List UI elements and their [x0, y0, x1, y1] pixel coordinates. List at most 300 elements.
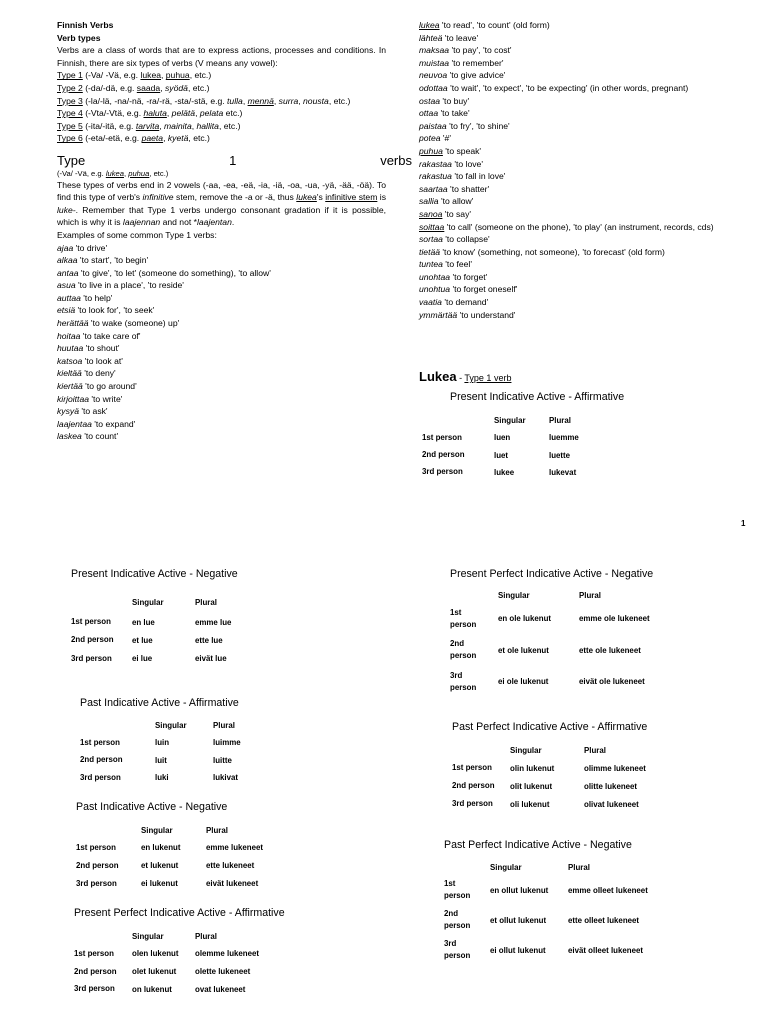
type1-heading-word3: verbs [380, 152, 412, 168]
conjugation-table [80, 717, 241, 787]
verb-word: muistaa [419, 57, 450, 68]
verb-entry [419, 233, 759, 246]
plural-form: ette olleet lukeneet [568, 915, 640, 925]
para-text: and not * [160, 217, 197, 228]
plural-form: olivat lukeneet [584, 799, 639, 809]
verb-entry [57, 430, 386, 443]
column-header-singular: Singular [132, 598, 164, 607]
person-label: 1st person [422, 432, 462, 442]
verb-type-end: , etc.) [328, 95, 351, 106]
verb-type-ending: (-da/-dä, e.g. [82, 82, 137, 93]
separator: , [191, 120, 197, 131]
verb-example: saada [136, 82, 161, 93]
table-corner [444, 859, 490, 875]
conjugation-table [450, 587, 650, 698]
verb-gloss: 'to demand' [441, 297, 489, 308]
plural-form: ette ole lukeneet [579, 645, 641, 655]
verb-gloss: 'to give advice' [447, 70, 506, 81]
verb-entry [419, 158, 759, 171]
verb-entry [419, 145, 759, 158]
table-corner [74, 927, 132, 945]
table-row [76, 839, 263, 857]
verb-example: mainita [164, 120, 192, 131]
conjugation-table [76, 821, 263, 893]
verb-word: rakastaa [419, 158, 452, 169]
column-header-plural: Plural [584, 745, 606, 755]
table-header-row [452, 741, 646, 759]
verb-entry [419, 120, 759, 133]
singular-form: ei lue [132, 654, 153, 664]
table-title: Past Indicative Active - Negative [76, 801, 228, 813]
table-row [74, 945, 259, 963]
singular-form: et lue [132, 635, 153, 645]
verb-word: lukea [419, 20, 440, 30]
verb-type-end: , etc.) [218, 120, 241, 131]
column-header-plural: Plural [195, 598, 217, 607]
verb-word: lähteä [419, 32, 443, 43]
plural-form: luitte [213, 755, 232, 765]
person-label: 1st person [71, 617, 111, 627]
singular-form: on lukenut [132, 984, 172, 994]
verb-entry [57, 242, 386, 255]
table-row [71, 613, 231, 631]
verb-example: lukea [140, 70, 161, 81]
person-label: 3rd person [452, 799, 493, 808]
right-verb-list [419, 19, 759, 321]
separator: , [159, 120, 165, 131]
verb-word: laajentaa [57, 418, 92, 429]
table-header-row [74, 927, 259, 945]
verb-type-label: Type 5 [57, 120, 83, 131]
para-term: laajentan [196, 217, 232, 228]
table-title: Past Indicative Active - Affirmative [80, 697, 239, 709]
verb-word: huutaa [57, 343, 84, 354]
verb-entry [419, 195, 759, 208]
verb-example: nousta [303, 95, 329, 106]
person-label: 3rd person [450, 670, 477, 692]
singular-form: lukee [494, 467, 515, 477]
person-label: 3rd person [444, 939, 471, 960]
section-heading-verb-types: Verb types [57, 32, 101, 43]
table-row [450, 666, 650, 698]
person-label: 1st person [444, 879, 471, 900]
para-text: is [377, 192, 387, 203]
table-header-row [422, 412, 579, 429]
table-row [452, 777, 646, 795]
conjugation-table [452, 741, 646, 813]
verb-gloss: 'to take care of' [80, 330, 141, 341]
lukea-subtitle: Type 1 verb [464, 373, 512, 383]
person-label: 2nd person [450, 639, 477, 661]
verb-entry [419, 69, 759, 82]
lukea-title: Lukea [419, 369, 457, 384]
verb-word: kysyä [57, 406, 79, 417]
verb-example: pelätä [171, 108, 196, 119]
verb-gloss: 'to count' [81, 431, 119, 442]
verb-gloss: 'to drive' [73, 242, 108, 253]
verb-entry [419, 57, 759, 70]
table-row [76, 875, 263, 893]
conjugation-table [71, 592, 231, 668]
verb-example: syödä [165, 82, 188, 93]
verb-word: puhua [419, 145, 443, 156]
verb-word: asua [57, 280, 76, 291]
type1-sub-example: puhua [128, 168, 150, 178]
verb-example: tulla [227, 95, 243, 106]
singular-form: olin lukenut [510, 763, 555, 773]
person-label: 3rd person [74, 984, 115, 994]
verb-gloss: 'to fry', 'to shine' [446, 120, 510, 131]
table-row [444, 905, 648, 935]
verb-entry [419, 296, 759, 309]
verb-word: ostaa [419, 95, 441, 106]
person-label: 2nd person [422, 450, 465, 460]
verb-entry [419, 170, 759, 183]
verb-gloss: 'to leave' [442, 32, 479, 43]
person-label: 1st person [80, 737, 120, 747]
para-term: luke- [57, 204, 76, 215]
plural-form: emme olleet lukeneet [568, 885, 648, 895]
separator: , [161, 70, 166, 81]
singular-form: olet lukenut [132, 967, 177, 977]
verb-entry [419, 82, 759, 95]
verb-gloss: 'to wake (someone) up' [88, 318, 180, 329]
column-header-plural: Plural [195, 931, 217, 941]
plural-form: eivät lue [195, 654, 227, 664]
verb-type-label: Type 3 [57, 95, 83, 106]
verb-example: hallita [196, 120, 219, 131]
verb-gloss: 'to go around' [82, 381, 137, 392]
table-row [71, 650, 231, 668]
verb-gloss: 'to live in a place', 'to reside' [75, 280, 184, 291]
verb-word: neuvoa [419, 70, 448, 81]
type1-subheading [57, 168, 386, 179]
verb-example: haluta [143, 108, 167, 119]
plural-form: emme ole lukeneet [579, 614, 650, 624]
verb-entry [419, 246, 759, 259]
verb-type-line [57, 132, 386, 145]
table-row [80, 734, 241, 752]
para-term: infinitive [142, 192, 174, 203]
verb-entry [419, 19, 759, 32]
singular-form: en lue [132, 617, 155, 627]
singular-form: luen [494, 433, 511, 443]
plural-form: olemme lukeneet [195, 949, 260, 959]
verb-gloss: 'to feel' [442, 259, 472, 270]
conjugation-table-block [76, 801, 263, 893]
verb-entry [57, 317, 386, 330]
column-header-plural: Plural [568, 862, 590, 872]
verb-word: kieltää [57, 368, 82, 379]
doc-title: Finnish Verbs [57, 20, 114, 30]
table-header-row [71, 592, 231, 613]
verb-entry [419, 221, 759, 234]
verb-example: surra [278, 95, 299, 106]
separator: , [166, 108, 172, 119]
verb-type-end: , etc.) [187, 82, 210, 93]
para-text: . Remember that Type 1 verbs undergo consonant gradation if it is possible, which is why it is [57, 204, 386, 228]
verb-gloss: 'to shatter' [447, 183, 490, 194]
singular-form: oli lukenut [510, 799, 550, 809]
verb-word: soittaa [419, 221, 445, 232]
verb-gloss: 'to say' [442, 208, 472, 219]
singular-form: en ollut lukenut [490, 885, 549, 895]
verb-word: sortaa [419, 234, 443, 245]
verb-entry [419, 258, 759, 271]
singular-form: ei lukenut [141, 879, 178, 889]
table-header-row [450, 587, 650, 603]
verb-type-label: Type 1 [57, 70, 83, 81]
conjugation-table-block [452, 721, 647, 813]
verb-gloss: 'to look at' [82, 355, 123, 366]
verb-gloss: 'to understand' [457, 309, 516, 320]
conjugation-table-block [422, 391, 624, 481]
left-column [57, 19, 412, 443]
verb-entry [57, 380, 386, 393]
para-term: laajennan [122, 217, 161, 228]
page-number: 1 [741, 519, 746, 528]
table-corner [80, 717, 155, 734]
verb-type-end: , etc.) [188, 133, 210, 144]
verb-entry [57, 330, 386, 343]
verb-example: mennä [247, 95, 274, 106]
person-label: 3rd person [76, 878, 117, 888]
table-row [444, 935, 648, 965]
table-title: Past Perfect Indicative Active - Affirmative [452, 721, 648, 733]
verb-entry [419, 44, 759, 57]
verb-word: unohtua [419, 284, 451, 295]
verb-entry [419, 95, 759, 108]
verb-types-list [57, 69, 386, 145]
singular-form: luit [155, 755, 167, 765]
conjugation-table-block [450, 568, 653, 698]
verb-word: paistaa [419, 120, 447, 131]
table-corner [422, 412, 494, 429]
person-label: 3rd person [422, 467, 463, 477]
verb-gloss: 'to pay', 'to cost' [449, 45, 512, 56]
table-row [422, 429, 579, 446]
verb-entry [57, 367, 386, 380]
person-label: 1st person [452, 763, 492, 772]
separator: , [163, 133, 168, 144]
verb-gloss: 'to know' (something, not someone), 'to forecast' (old form) [440, 246, 665, 257]
verb-gloss: 'to call' (someone on the phone), 'to play' (an instrument, records, cds) [444, 221, 714, 232]
plural-form: lukivat [213, 773, 238, 783]
verb-word: ottaa [419, 108, 439, 119]
verb-gloss: 'to read', 'to count' (old form) [439, 20, 550, 30]
person-label: 2nd person [80, 755, 123, 765]
verb-word: odottaa [419, 82, 448, 93]
intro-paragraph: Verbs are a class of words that are to express actions, processes and conditions. In Finnish, there are six types of verbs (V means any vowel): [57, 45, 386, 68]
para-term: infinitive stem [325, 192, 378, 203]
singular-form: et ole lukenut [498, 645, 549, 655]
table-row [444, 875, 648, 905]
table-header-row [80, 717, 241, 734]
left-verb-list [57, 242, 386, 444]
table-row [452, 795, 646, 813]
conjugation-table-block [71, 568, 238, 668]
para-text: These types of verbs end in 2 vowels (-aa, -ea, -eä, -ia, -iä, -oa, -ua, -yä, -ää, -öä). To find this type of verb's [57, 179, 386, 203]
verb-word: auttaa [57, 292, 81, 303]
verb-type-ending: (-Va/ -Vä, e.g. [82, 70, 141, 81]
conjugation-table [444, 859, 648, 965]
verb-entry [57, 355, 386, 368]
verb-type-ending: (-eta/-etä, e.g. [82, 133, 142, 144]
type1-sub-part: , [123, 168, 129, 178]
table-row [74, 980, 259, 998]
conjugation-table-block [444, 839, 648, 965]
table-row [422, 446, 579, 463]
type1-sub-example: lukea [105, 168, 124, 178]
para-text: 's [316, 192, 326, 203]
conjugation-table [74, 927, 259, 998]
person-label: 2nd person [76, 860, 119, 870]
conjugation-table-block [74, 907, 285, 998]
verb-word: laskea [57, 431, 82, 442]
verb-entry [419, 208, 759, 221]
verb-entry [419, 107, 759, 120]
para-text: stem, remove the -a or -ä, thus [173, 192, 297, 203]
plural-form: olitte lukeneet [584, 781, 638, 791]
verb-entry [419, 183, 759, 196]
verb-word: vaatia [419, 297, 442, 308]
verb-word: tuntea [419, 259, 443, 270]
plural-form: lukevat [549, 467, 577, 477]
table-row [76, 857, 263, 875]
table-row [450, 603, 650, 635]
table-corner [71, 592, 132, 613]
verb-entry [57, 342, 386, 355]
plural-form: ovat lukeneet [195, 984, 246, 994]
verb-gloss: 'to remember' [449, 57, 504, 68]
verb-entry [57, 279, 386, 292]
table-row [80, 752, 241, 770]
person-label: 3rd person [71, 653, 112, 663]
plural-form: olette lukeneet [195, 967, 251, 977]
verb-entry [57, 418, 386, 431]
separator: , [298, 95, 304, 106]
verb-example: puhua [165, 70, 190, 81]
verb-entry [419, 271, 759, 284]
table-row [452, 759, 646, 777]
person-label: 2nd person [74, 966, 117, 976]
verb-gloss: 'to take' [438, 108, 470, 119]
plural-form: emme lukeneet [206, 843, 264, 853]
lukea-heading [419, 368, 511, 386]
verb-entry [57, 304, 386, 317]
person-label: 2nd person [444, 909, 471, 930]
verb-entry [57, 267, 386, 280]
table-row [71, 631, 231, 649]
table-row [422, 464, 579, 481]
singular-form: et lukenut [141, 861, 179, 871]
type1-heading-word2: 1 [229, 152, 237, 168]
verb-gloss: 'to start', 'to begin' [77, 255, 149, 266]
singular-form: luki [155, 773, 169, 783]
verb-word: kirjoittaa [57, 393, 89, 404]
column-header-singular: Singular [510, 745, 542, 755]
verb-entry [57, 405, 386, 418]
verb-entry [57, 254, 386, 267]
table-corner [452, 741, 510, 759]
column-header-plural: Plural [206, 825, 228, 835]
person-label: 2nd person [71, 635, 114, 645]
verb-type-label: Type 2 [57, 82, 83, 93]
verb-example: kyetä [167, 133, 189, 144]
verb-gloss: 'to help' [80, 292, 113, 303]
verb-gloss: 'to love' [451, 158, 483, 169]
plural-form: luemme [549, 433, 579, 443]
verb-type-line [57, 107, 386, 120]
table-header-row [76, 821, 263, 839]
verb-word: alkaa [57, 255, 78, 266]
conjugation-table-block [80, 697, 241, 787]
verb-type-end: , etc.) [189, 70, 212, 81]
para-term: lukea [296, 192, 317, 203]
verb-type-end: etc.) [223, 108, 243, 119]
verb-type-ending: (-la/-lä, -na/-nä, -ra/-rä, -sta/-stä, e.g. [82, 95, 228, 106]
type1-sub-part: , etc.) [149, 168, 169, 178]
conjugation-table [422, 412, 579, 481]
table-title: Present Indicative Active - Negative [71, 568, 238, 580]
verb-gloss: 'to wait', 'to expect', 'to be expecting' (in other words, pregnant) [447, 82, 689, 93]
verb-gloss: 'to fall in love' [451, 171, 506, 182]
verb-word: kiertää [57, 381, 83, 392]
verb-word: saartaa [419, 183, 448, 194]
plural-form: luette [549, 450, 571, 460]
verb-type-line [57, 120, 386, 133]
table-row [450, 635, 650, 667]
plural-form: luimme [213, 738, 241, 748]
separator: , [195, 108, 200, 119]
verb-type-line [57, 69, 386, 82]
verb-word: herättää [57, 318, 89, 329]
verb-example: paeta [141, 133, 164, 144]
singular-form: luet [494, 450, 509, 460]
plural-form: eivät ole lukeneet [579, 677, 645, 687]
verb-gloss: 'to collapse' [442, 234, 490, 245]
singular-form: en lukenut [141, 843, 181, 853]
plural-form: emme lue [195, 617, 232, 627]
verb-entry [419, 309, 759, 322]
verb-gloss: 'to give', 'to let' (someone do something), 'to allow' [78, 267, 271, 278]
verb-gloss: 'to write' [89, 393, 123, 404]
verb-entry [419, 132, 759, 145]
verb-word: unohtaa [419, 271, 451, 282]
separator: , [160, 82, 165, 93]
separator: , [242, 95, 248, 106]
plural-form: eivät olleet lukeneet [568, 945, 643, 955]
verb-entry [57, 292, 386, 305]
verb-entry [419, 283, 759, 296]
verb-gloss: 'to forget oneself' [450, 284, 518, 295]
verb-word: antaa [57, 267, 79, 278]
column-header-singular: Singular [155, 721, 187, 730]
table-title: Present Indicative Active - Affirmative [450, 391, 625, 403]
verb-entry [419, 32, 759, 45]
table-row [74, 963, 259, 981]
verb-type-ending: (-Vta/-Vtä, e.g. [82, 108, 144, 119]
verb-word: potea [419, 133, 441, 144]
person-label: 2nd person [452, 781, 495, 790]
type1-paragraph [57, 179, 386, 229]
verb-example: pelata [199, 108, 224, 119]
verb-gloss: 'to ask' [78, 406, 108, 417]
verb-word: hoitaa [57, 330, 81, 341]
lukea-dash: - [456, 373, 465, 383]
person-label: 1st person [450, 607, 477, 629]
person-label: 3rd person [80, 772, 121, 782]
